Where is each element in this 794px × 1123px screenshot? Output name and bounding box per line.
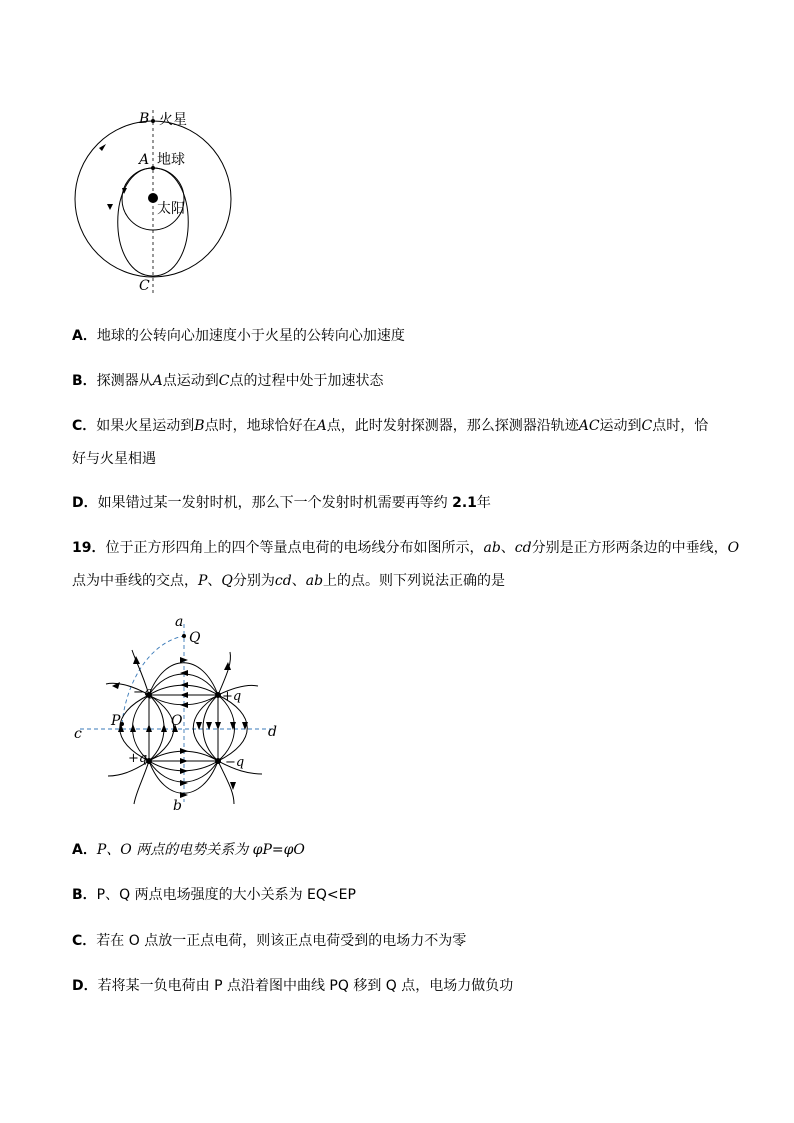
text-run: 点的过程中处于加速状态 [229,373,384,389]
label-a: a [175,614,184,630]
text-run: 运动到 [599,418,642,434]
option-label: C． [72,418,97,434]
text-run: 点时，地球恰好在 [204,418,317,434]
q18-option-c [72,416,708,436]
label-pos-q-bottom-left: +q [128,751,148,766]
option-label: B． [72,373,97,389]
point-A-dot [151,166,155,170]
question-number: 19． [72,540,106,556]
option-label: A． [72,328,97,344]
pq-curve [122,636,184,724]
text-run: 上的点。则下列说法正确的是 [323,573,506,589]
label-Q: Q [189,630,201,646]
text-run: 如果错过某一发射时机，那么下一个发射时机需要再等约 [97,495,453,511]
label-B: B [139,111,150,127]
arrow-transfer [107,204,113,210]
q18-option-c-line2 [72,449,156,469]
field-lines-diagram [70,612,290,817]
point-B-dot [151,119,155,123]
orbit-diagram [66,104,246,304]
label-C: C [139,278,150,294]
text-run: 点时，恰 [652,418,709,434]
option-text: P、O 两点的电势关系为 φP=φO [96,842,305,858]
label-P: P [111,713,121,729]
text-run: 、 [500,540,515,556]
var: C [641,418,653,434]
q19-stem-line1 [72,538,739,558]
option-label: A． [72,842,97,858]
var: AC [578,418,600,434]
q19-option-a [72,840,305,860]
var: B [194,418,205,434]
unit: 年 [476,495,491,511]
q19-stem-line2 [72,571,505,591]
var: cd [274,573,292,589]
field-lines-figure [70,612,290,817]
value: 2.1 [452,495,477,511]
label-d: d [268,724,277,740]
label-sun: 太阳 [157,201,185,217]
label-pos-q-top-right: +q [222,689,242,704]
option-text: 若将某一负电荷由 P 点沿着图中曲线 PQ 移到 Q 点，电场力做负功 [97,978,514,994]
arrow-mars [99,144,106,151]
field-line [218,695,235,761]
text-run: 分别是正方形两条边的中垂线， [531,540,728,556]
arrow [130,724,136,732]
point-Q-dot [182,634,186,638]
option-text: 若在 O 点放一正点电荷，则该正点电荷受到的电场力不为零 [96,933,467,949]
text-run: 分别为 [232,573,275,589]
option-text: 地球的公转向心加速度小于火星的公转向心加速度 [96,328,405,344]
q19-option-c [72,931,466,951]
option-label: C． [72,933,97,949]
label-O: O [171,713,183,729]
text-run: 点运动到 [162,373,219,389]
text-run: 如果火星运动到 [96,418,195,434]
option-label: D． [72,978,98,994]
var: O [727,540,740,556]
field-line [193,695,218,761]
text-run: 位于正方形四角上的四个等量点电荷的电场线分布如图所示， [105,540,484,556]
var: P [198,573,208,589]
orbit-figure [66,104,246,304]
arrow [161,724,167,732]
option-label: B． [72,887,97,903]
text-run: 探测器从 [96,373,153,389]
q19-option-b [72,885,356,905]
option-label: D． [72,495,98,511]
label-neg-q-bottom-right: −q [225,755,245,770]
q18-option-a [72,326,405,346]
q19-option-d [72,976,513,996]
text-run: 、 [291,573,306,589]
text-run: 点为中垂线的交点， [72,573,198,589]
arrow [146,724,152,732]
arrow [133,656,140,664]
q18-option-b [72,371,384,391]
var: ab [305,573,324,589]
label-earth: 地球 [157,152,185,168]
field-line [149,695,218,705]
text-run: 点，此时发射探测器，那么探测器沿轨迹 [326,418,579,434]
text-run: 好与火星相遇 [72,451,156,467]
var: Q [221,573,233,589]
text-run: 、 [207,573,222,589]
var: ab [483,540,501,556]
field-line [134,761,149,804]
label-neg-q-top-left: −q [133,685,153,700]
var: A [316,418,327,434]
var: C [218,373,230,389]
var: cd [514,540,532,556]
option-text: P、Q 两点电场强度的大小关系为 EQ<EP [96,887,356,903]
label-c: c [74,726,82,742]
label-A: A [139,152,150,168]
var: A [152,373,163,389]
label-b: b [173,798,182,814]
field-line [149,685,218,695]
label-mars: 火星 [159,112,187,128]
q18-option-d [72,493,491,513]
